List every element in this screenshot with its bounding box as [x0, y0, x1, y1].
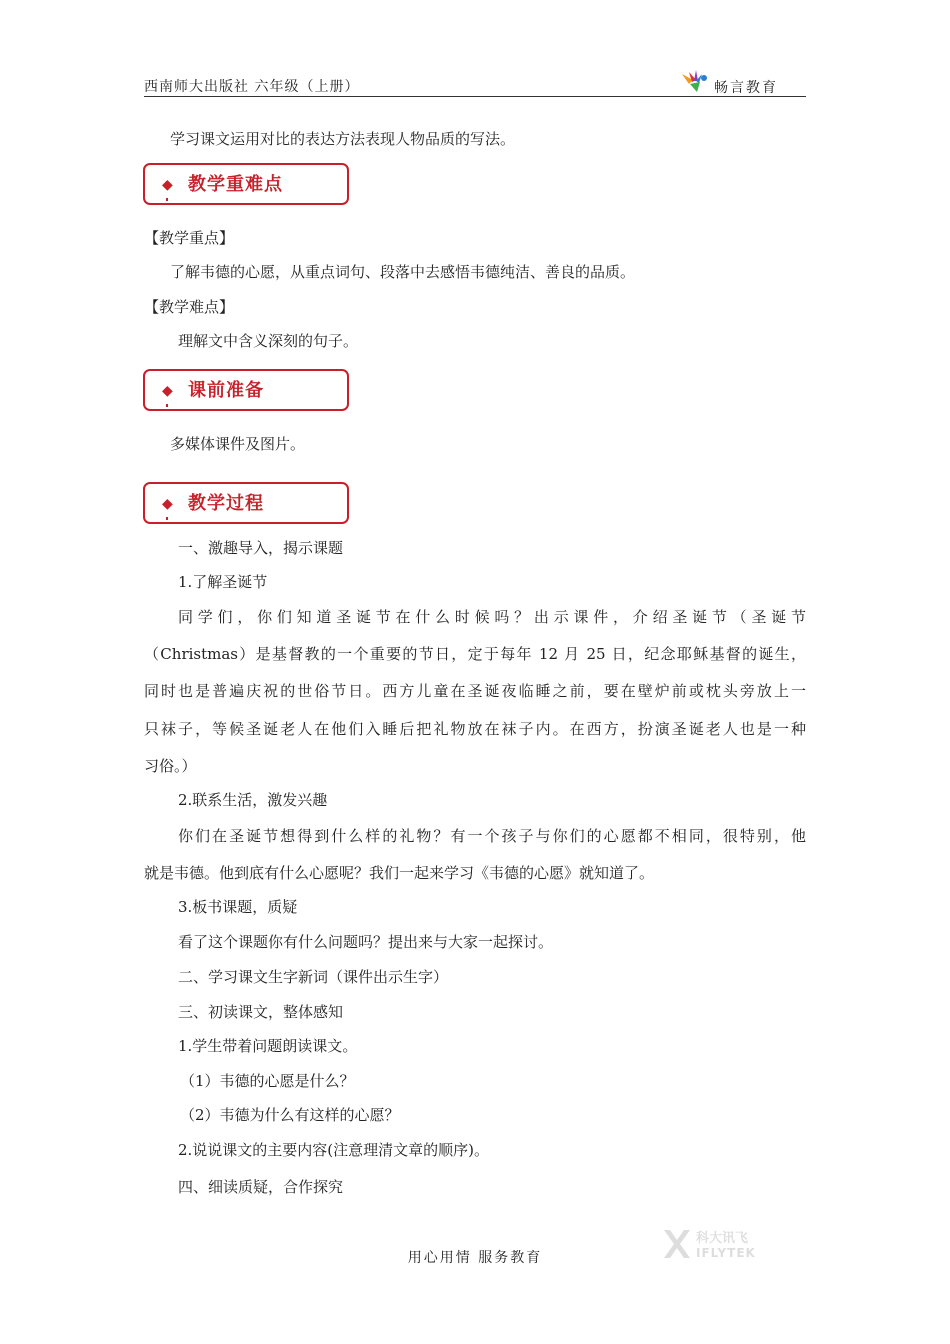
section-title: 教学重难点 [188, 174, 283, 195]
tick-mark [166, 517, 168, 520]
footer-slogan: 用心用情 服务教育 [407, 1250, 543, 1266]
step-heading-4: 四、细读质疑，合作探究 [178, 1178, 344, 1196]
watermark-cn: 科大讯飞 [696, 1231, 749, 1246]
difficult-point-text: 理解文中含义深刻的句子。 [178, 332, 359, 350]
paragraph-line: 你们在圣诞节想得到什么样的礼物？有一个孩子与你们的心愿都不相同，很特别，他 [178, 827, 806, 845]
difficult-point-label: 【教学难点】 [144, 298, 235, 316]
brand-name: 畅言教育 [714, 80, 778, 96]
paragraph-line: 同学们，你们知道圣诞节在什么时候吗？出示课件，介绍圣诞节（圣诞节 [178, 608, 806, 626]
bird-logo-icon [680, 68, 710, 94]
step-heading-1: 一、激趣导入，揭示课题 [178, 539, 344, 557]
sub-step-3-1: 1.学生带着问题朗读课文。 [178, 1037, 358, 1055]
step-heading-2: 二、学习课文生字新词（课件出示生字） [178, 968, 449, 986]
paragraph-line: 同时也是普遍庆祝的世俗节日。西方儿童在圣诞夜临睡之前，要在壁炉前或枕头旁放上一 [144, 682, 806, 700]
paragraph-line: （Christmas）是基督教的一个重要的节日，定于每年 12 月 25 日，纪念耶稣基督的诞生， [144, 645, 806, 663]
header-divider [144, 96, 806, 97]
diamond-icon: ◆ [162, 496, 173, 512]
watermark-en: IFLYTEK [696, 1246, 756, 1260]
diamond-icon: ◆ [162, 177, 173, 193]
section-header-process [143, 482, 349, 524]
question-2: （2）韦德为什么有这样的心愿？ [180, 1106, 400, 1124]
brand-logo [680, 68, 810, 94]
paragraph-line: 只袜子，等候圣诞老人在他们入睡后把礼物放在袜子内。在西方，扮演圣诞老人也是一种 [144, 720, 806, 738]
sub-step-1-3: 3.板书课题，质疑 [178, 898, 298, 916]
section-header-difficulty [143, 163, 349, 205]
preparation-text: 多媒体课件及图片。 [170, 435, 306, 453]
step-heading-3: 三、初读课文，整体感知 [178, 1003, 344, 1021]
publisher-label: 西南师大出版社 六年级（上册） [144, 79, 360, 95]
key-point-label: 【教学重点】 [144, 229, 235, 247]
sub-step-1-2: 2.联系生活，激发兴趣 [178, 791, 328, 809]
paragraph-line: 就是韦德。他到底有什么心愿呢？我们一起来学习《韦德的心愿》就知道了。 [144, 864, 655, 882]
paragraph-line: 看了这个课题你有什么问题吗？提出来与大家一起探讨。 [178, 933, 554, 951]
section-title: 课前准备 [188, 380, 264, 401]
tick-mark [166, 404, 168, 407]
question-1: （1）韦德的心愿是什么？ [180, 1072, 355, 1090]
tick-mark [166, 198, 168, 201]
intro-text: 学习课文运用对比的表达方法表现人物品质的写法。 [170, 130, 516, 148]
section-title: 教学过程 [188, 493, 264, 514]
paragraph-line: 习俗。） [144, 757, 197, 775]
sub-step-1-1: 1.了解圣诞节 [178, 573, 268, 591]
iflytek-watermark [662, 1226, 774, 1262]
sub-step-3-2: 2.说说课文的主要内容(注意理清文章的顺序)。 [178, 1141, 490, 1159]
key-point-text: 了解韦德的心愿，从重点词句、段落中去感悟韦德纯洁、善良的品质。 [170, 263, 636, 281]
section-header-preparation [143, 369, 349, 411]
diamond-icon: ◆ [162, 383, 173, 399]
